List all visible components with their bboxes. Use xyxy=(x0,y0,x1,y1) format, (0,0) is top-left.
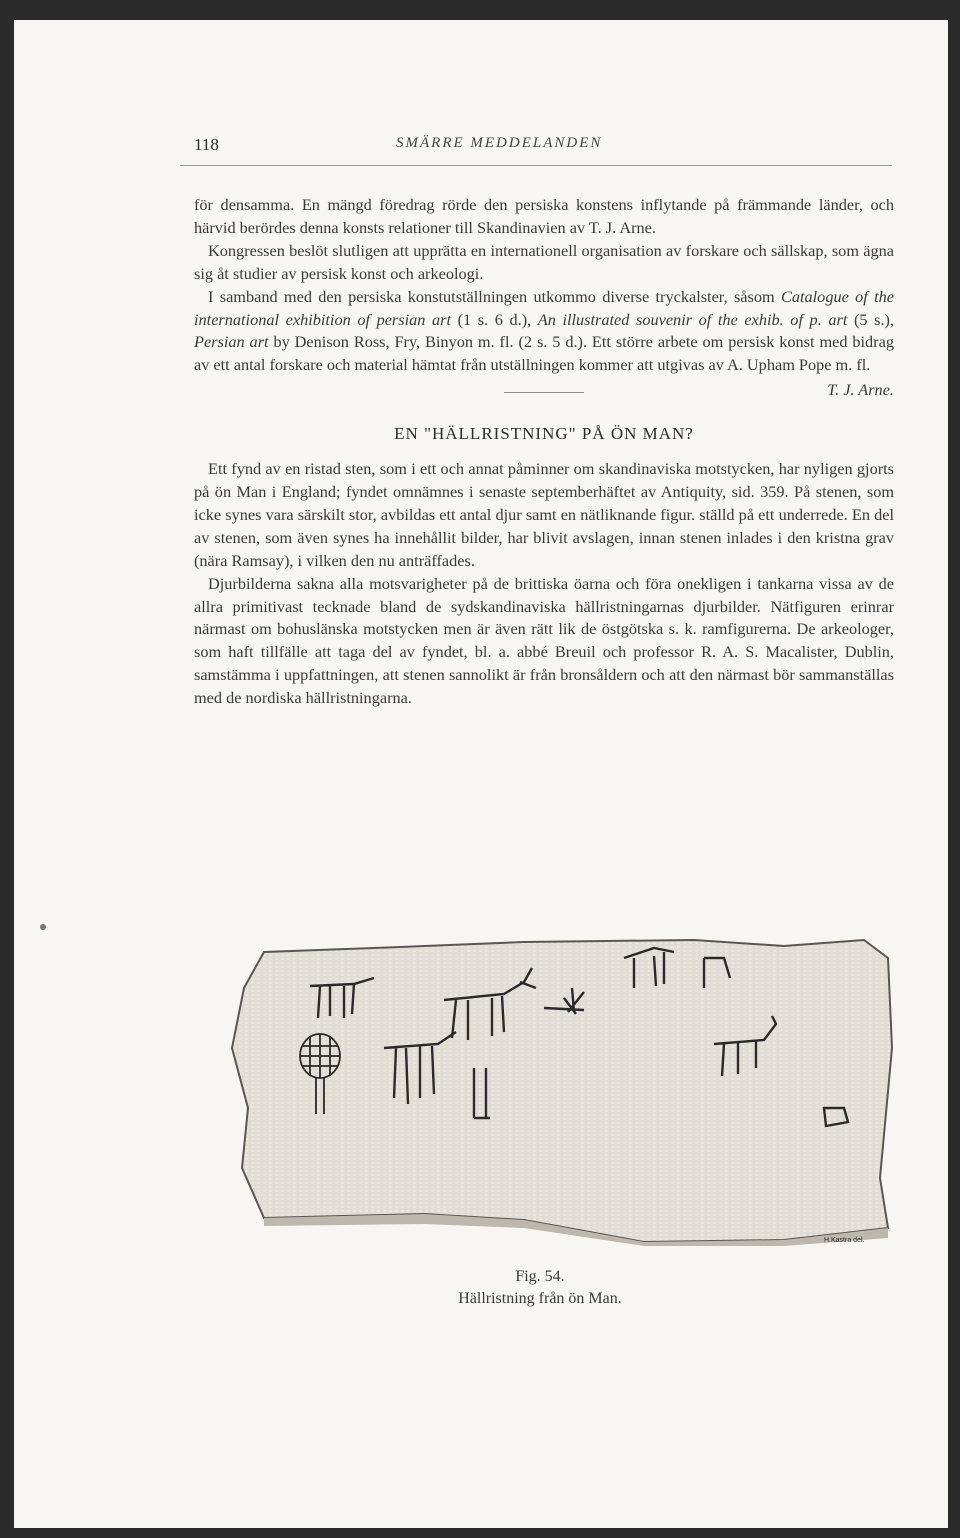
margin-dot xyxy=(40,924,46,930)
section-divider xyxy=(504,392,584,393)
paragraph: Djurbilderna sakna alla motsvarigheter på de brittiska öarna och föra onekligen i tankarna vissa av de allra primitivast tecknade bland de sydskandinaviska hällristningarnas djurbilder. Nätfiguren erinrar närmast om bohuslänska motstycken men är även rätt lik de östgötska s. k. ramfigurerna. De arkeologer, som haft tillfälle att taga del av fyndet, bl. a. abbé Breuil och professor R. A. S. Macalister, Dublin, samstämma i uppfattningen, att stenen sannolikt är från bronsåldern och att den närmast bör sammanställas med de nordiska hällristningarna. xyxy=(194,573,894,708)
running-title: SMÄRRE MEDDELANDEN xyxy=(396,135,603,151)
article-text xyxy=(194,194,894,710)
author-signature: T. J. Arne. xyxy=(827,380,894,400)
text-run: (5 s.), xyxy=(847,309,895,329)
text-run: by Denison Ross, Fry, Binyon m. fl. (2 s. 5 d.). Ett större arbete om persisk konst med bidrag av ett antal forskare och material hämtat från utställningen kommer att utgivas av A. Upham Pope m. fl. xyxy=(194,332,894,375)
paragraph: Kongressen beslöt slutligen att upprätta en internationell organisation av forskare och sällskap, som ägna sig åt studier av persisk konst och arkeologi. xyxy=(194,240,894,283)
text-run: I samband med den persiska konstutställningen utkommo diverse tryckalster, såsom xyxy=(208,286,781,306)
title-catalogue: Catalogue of the international exhibition of persian art xyxy=(194,286,895,329)
figure-caption-text: Hällristning från ön Man. xyxy=(458,1290,622,1307)
paragraph: för densamma. En mängd föredrag rörde den persiska konstens inflytande på främmande länder, och härvid berördes denna konsts relationer till Skandinavien av T. J. Arne. xyxy=(194,195,894,237)
figure-number: Fig. 54. xyxy=(515,1268,565,1285)
title-persian-art: Persian art xyxy=(194,332,269,352)
page-header xyxy=(180,135,892,166)
artist-signature: H.Kastra del. xyxy=(824,1237,865,1244)
text-run: (1 s. 6 d.), xyxy=(451,309,538,329)
rock-carving-figure xyxy=(224,928,896,1248)
title-souvenir: An illustrated souvenir of the exhib. of p. art xyxy=(537,309,848,329)
section-heading: EN "HÄLLRISTNING" PÅ ÖN MAN? xyxy=(394,424,694,444)
paragraph xyxy=(194,286,894,378)
page-number: 118 xyxy=(194,135,219,154)
paragraph: Ett fynd av en ristad sten, som i ett och annat påminner om skandinaviska motstycken, har nyligen gjorts på ön Man i England; fyndet omnämnes i senaste septemberhäftet av Antiquity, sid. 359. På stenen, som icke synes vara särskilt stor, avbildas ett antal djur samt en nätliknande figur. ställd på ett underrede. En del av stenen, som även synes ha innehållit bilder, har blivit avslagen, innan stenen inlades i den kristna grav (nära Ramsay), i vilken den nu anträffades. xyxy=(194,459,894,570)
figure-caption xyxy=(380,1266,700,1310)
